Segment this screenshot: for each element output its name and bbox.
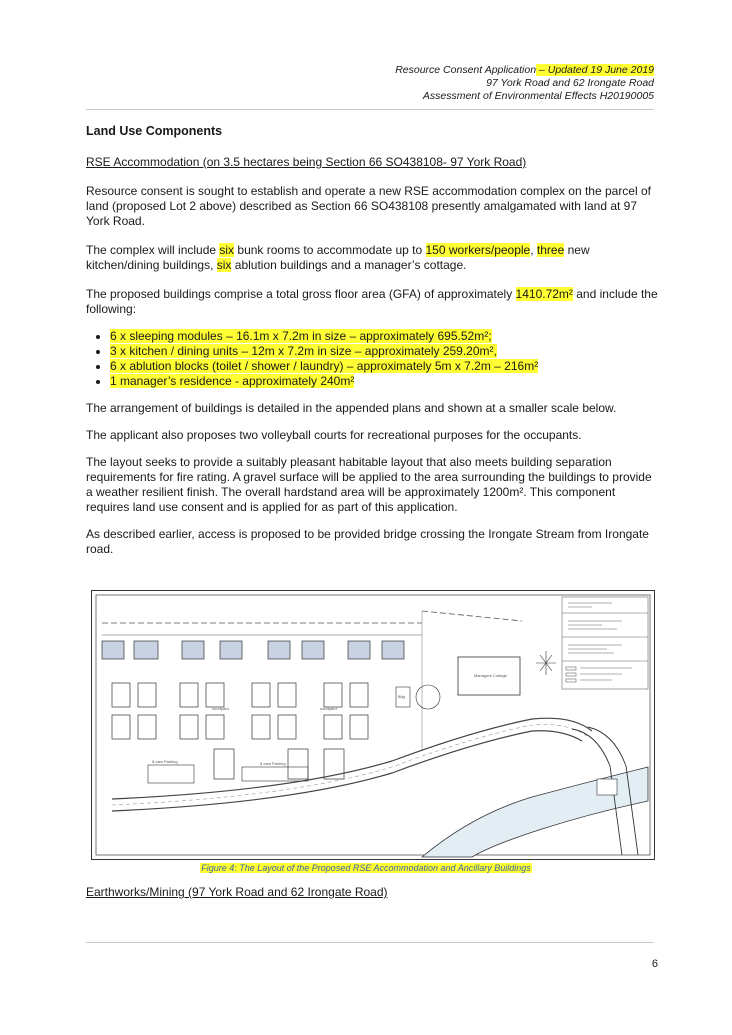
list-item: • 1 manager’s residence - approximately 240m² bbox=[110, 374, 658, 389]
header-rule bbox=[86, 109, 654, 110]
header-reference: Assessment of Environmental Effects H20190005 bbox=[422, 90, 654, 102]
north-arrow-icon bbox=[536, 651, 556, 675]
document-header bbox=[395, 64, 654, 103]
courtyard-label-a: courtyard bbox=[212, 706, 229, 711]
kitchen-units bbox=[112, 683, 368, 779]
parking-label-b: 8 cars Parking bbox=[260, 761, 286, 766]
header-line-1 bbox=[395, 64, 654, 77]
list-item: • 3 x kitchen / dining units – 12m x 7.2m in size – approximately 259.20m², bbox=[110, 344, 658, 359]
paragraph-volleyball: The applicant also proposes two volleyball courts for recreational purposes for the occupants. bbox=[86, 428, 582, 442]
figure-caption: Figure 4: The Layout of the Proposed RSE Accommodation and Ancillary Buildings bbox=[201, 863, 531, 873]
list-item: • 6 x ablution blocks (toilet / shower / laundry) – approximately 5m x 7.2m – 216m² bbox=[110, 359, 658, 374]
header-address: 97 York Road and 62 Irongate Road bbox=[486, 77, 654, 89]
rse-heading: RSE Accommodation (on 3.5 hectares being Section 66 SO438108- 97 York Road) bbox=[86, 155, 527, 169]
title-block bbox=[562, 597, 648, 689]
building-list bbox=[86, 329, 658, 389]
footer-rule bbox=[86, 942, 654, 943]
site-plan-drawing bbox=[92, 591, 654, 859]
sleeping-modules bbox=[102, 641, 404, 659]
site-plan-figure bbox=[91, 590, 655, 860]
paragraph-arrangement: The arrangement of buildings is detailed in the appended plans and shown at a smaller scale below. bbox=[86, 401, 617, 415]
header-updated-date: – Updated 19 June 2019 bbox=[536, 64, 654, 76]
earthworks-heading: Earthworks/Mining (97 York Road and 62 Irongate Road) bbox=[86, 885, 388, 899]
paragraph-consent: Resource consent is sought to establish and operate a new RSE accommodation complex on the parcel of land (proposed Lot 2 above) described as Section 66 SO438108 presently amalgamated with land at 97 York Road. bbox=[86, 184, 651, 228]
paragraph-complex: The complex will include six bunk rooms to accommodate up to 150 workers/people, three new kitchen/dining buildings, six ablution buildings and a manager’s cottage. bbox=[86, 243, 590, 272]
building-label: Bldg bbox=[398, 695, 406, 699]
section-title: Land Use Components bbox=[86, 124, 223, 138]
paragraph-access: As described earlier, access is proposed to be provided bridge crossing the Irongate Stream from Irongate road. bbox=[86, 527, 649, 556]
body-content bbox=[86, 124, 658, 557]
courtyard-label-b: courtyard bbox=[320, 706, 337, 711]
page-number: 6 bbox=[651, 958, 658, 970]
paragraph-layout: The layout seeks to provide a suitably pleasant habitable layout that also meets building separation requirements for fire rating. A gravel surface will be applied to the area surrounding the buildings to provide a weather resilient finish. The overall hardstand area will be approximately 1200m². This component requires land use consent and is applied for as part of this application. bbox=[86, 455, 652, 514]
parking-label-a: 8 cars Parking bbox=[152, 759, 178, 764]
paragraph-gfa: The proposed buildings comprise a total gross floor area (GFA) of approximately 1410.72m² and include the following: bbox=[86, 287, 658, 316]
list-item: • 6 x sleeping modules – 16.1m x 7.2m in size – approximately 695.52m²; bbox=[110, 329, 658, 344]
header-title: Resource Consent Application bbox=[395, 64, 537, 76]
managers-cottage-label: Managers Cottage bbox=[474, 673, 507, 678]
